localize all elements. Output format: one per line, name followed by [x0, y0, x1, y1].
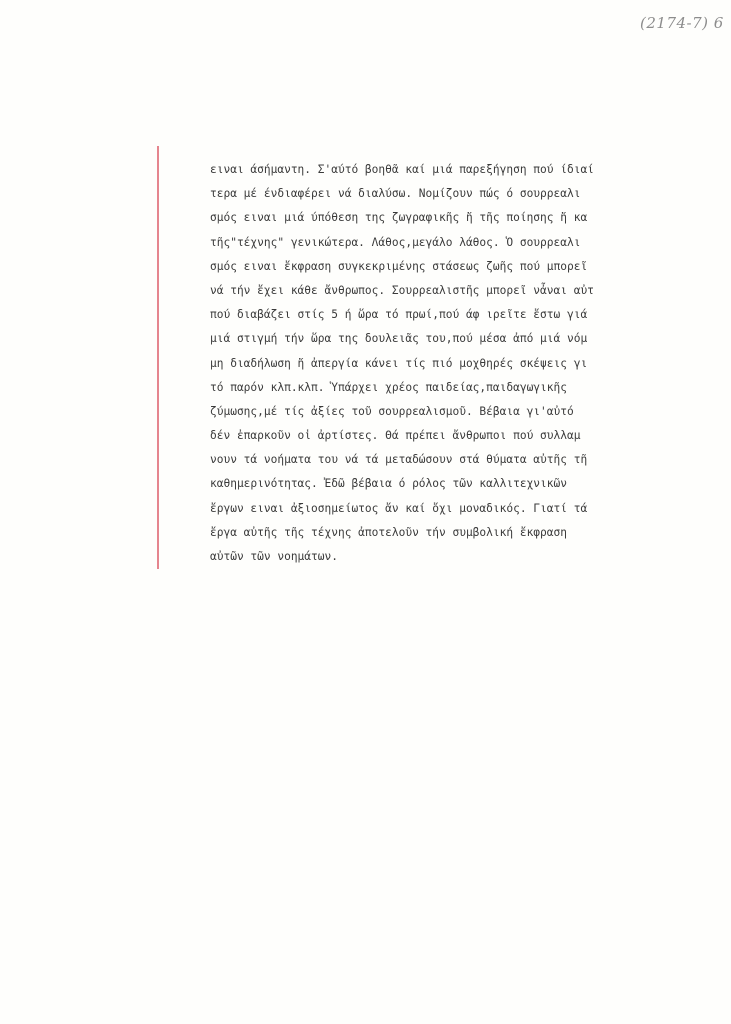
text-line: αὐτῶν τῶν νοημάτων.: [210, 550, 338, 563]
text-line: τῆς"τέχνης" γενικώτερα. Λάθος,μεγάλο λάθος. Ὁ σουρρεαλι: [210, 235, 581, 249]
text-line: μιά στιγμή τήν ὥρα της δουλειᾶς του,πού μέσα ἀπό μιά νόμ: [210, 332, 588, 346]
text-line: ἔργα αὐτῆς τῆς τέχνης ἀποτελοῦν τήν συμβολική ἔκφραση: [210, 525, 567, 539]
text-line: ζύμωσης,μέ τίς ἀξίες τοῦ σουρρεαλισμοῦ. Βέβαια γι'αὐτό: [210, 404, 574, 418]
text-line: νουν τά νοήματα του νά τά μεταδώσουν στά θύματα αὐτῆς τῆ: [210, 453, 588, 467]
text-line: καθημερινότητας. Ἐδῶ βέβαια ό ρόλος τῶν καλλιτεχνικῶν: [210, 477, 567, 491]
text-line: σμός ειναι ἔκφραση συγκεκριμένης στάσεως ζωῆς πού μπορεῖ: [210, 259, 588, 273]
text-line: ἔργων ειναι ἀξιοσημείωτος ἄν καί ὄχι μοναδικός. Γιατί τά: [210, 501, 588, 515]
text-line: πού διαβάζει στίς 5 ή ὥρα τό πρωί,πού άφ ιρεῖτε ἔστω γιά: [210, 308, 588, 322]
text-line: νά τήν ἔχει κάθε ἄνθρωπος. Σουρρεαλιστῆς μπορεῖ νἆναι αὐτ: [210, 283, 594, 297]
archive-reference-note: (2174-7) 6: [640, 14, 724, 32]
typescript-body: [210, 158, 731, 569]
text-line: τό παρόν κλπ.κλπ. Ὑπάρχει χρέος παιδείας,παιδαγωγικῆς: [210, 380, 567, 394]
text-line: δέν ἐπαρκοῦν οἱ ἀρτίστες. Θά πρέπει ἄνθρωποι πού συλλαμ: [210, 429, 581, 443]
text-line: ειναι άσήμαντη. Σ'αύτό βοηθᾶ καί μιά παρεξήγηση πού ίδιαί: [210, 163, 594, 176]
red-margin-rule: [157, 146, 159, 569]
text-line: μη διαδήλωση ἤ ἀπεργία κάνει τίς πιό μοχθηρές σκέψεις γι: [210, 356, 588, 370]
text-line: σμός ειναι μιά ύπόθεση της ζωγραφικῆς ἤ τῆς ποίησης ἤ κα: [210, 211, 588, 225]
text-line: τερα μέ ένδιαφέρει νά διαλύσω. Νομίζουν πώς ό σουρρεαλι: [210, 187, 581, 201]
